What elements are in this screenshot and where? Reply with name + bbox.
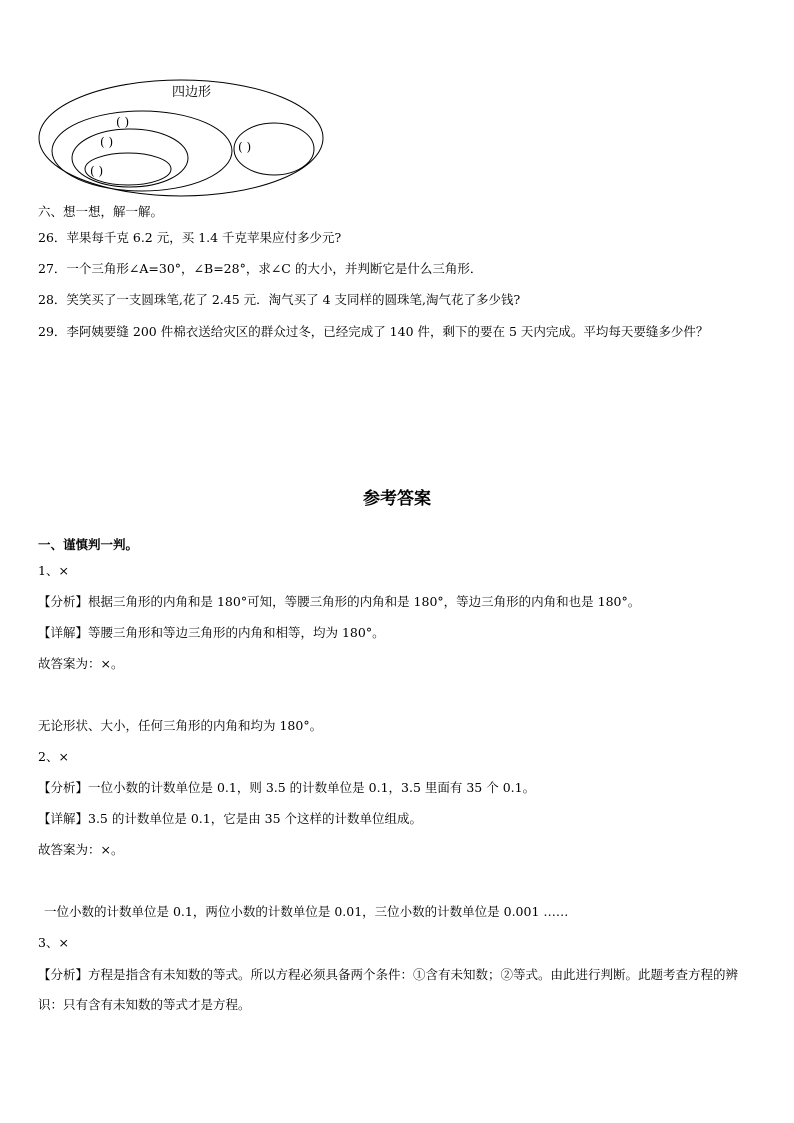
section6-heading: 六、想一想，解一解。 xyxy=(38,204,164,219)
blank-right: ( ) xyxy=(238,140,252,154)
quadrilateral-diagram xyxy=(0,0,794,200)
answer-1-conclusion: 故答案为：×。 xyxy=(38,656,124,671)
answer-2-conclusion: 故答案为：×。 xyxy=(38,842,124,857)
answer-1-number: 1、× xyxy=(38,563,69,578)
question-29: 29．李阿姨要缝 200 件棉衣送给灾区的群众过冬，已经完成了 140 件，剩下的要在 5 天内完成。平均每天要缝多少件？ xyxy=(38,324,709,339)
blank-level-3: ( ) xyxy=(100,135,114,149)
answer-1-note: 无论形状、大小，任何三角形的内角和均为 180°。 xyxy=(38,718,323,733)
outer-label: 四边形 xyxy=(172,85,212,100)
answers-title: 参考答案 xyxy=(363,489,431,509)
answer-2-note: 一位小数的计数单位是 0.1，两位小数的计数单位是 0.01，三位小数的计数单位是 0.001 …… xyxy=(44,904,569,919)
answer-3-number: 3、× xyxy=(38,935,69,950)
question-28: 28．笑笑买了一支圆珠笔,花了 2.45 元．淘气买了 4 支同样的圆珠笔,淘气花了多少钱? xyxy=(38,292,521,307)
blank-level-4: ( ) xyxy=(90,164,104,178)
question-26: 26．苹果每千克 6.2 元，买 1.4 千克苹果应付多少元? xyxy=(38,230,342,245)
question-27: 27．一个三角形∠A=30°，∠B=28°，求∠C 的大小，并判断它是什么三角形． xyxy=(38,261,483,276)
blank-level-2: ( ) xyxy=(116,115,130,129)
answer-1-detail: 【详解】等腰三角形和等边三角形的内角和相等，均为 180°。 xyxy=(38,625,385,640)
answers-section1-heading: 一、谨慎判一判。 xyxy=(38,537,139,552)
answer-2-detail: 【详解】3.5 的计数单位是 0.1，它是由 35 个这样的计数单位组成。 xyxy=(38,811,423,826)
answer-3-analysis: 【分析】方程是指含有未知数的等式。所以方程必须具备两个条件：①含有未知数；②等式。由此进行判断。此题考查方程的辨识：只有含有未知数的等式才是方程。 xyxy=(38,967,739,1012)
answer-2-number: 2、× xyxy=(38,749,69,764)
answer-2-analysis: 【分析】一位小数的计数单位是 0.1，则 3.5 的计数单位是 0.1，3.5 里面有 35 个 0.1。 xyxy=(38,780,536,795)
ellipse-level-2 xyxy=(52,111,232,191)
answer-1-analysis: 【分析】根据三角形的内角和是 180°可知，等腰三角形的内角和是 180°，等边三角形的内角和也是 180°。 xyxy=(38,594,641,609)
ellipse-level-3 xyxy=(72,129,188,187)
